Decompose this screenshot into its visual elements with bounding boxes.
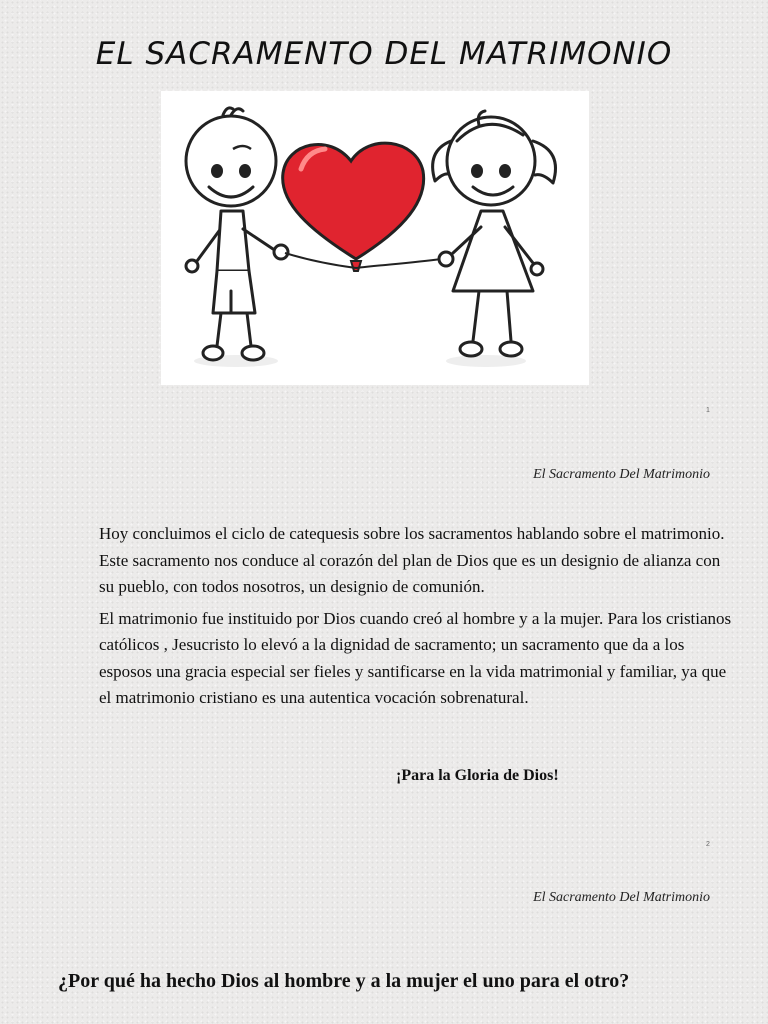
illustration-image [161,91,589,385]
closing-line: ¡Para la Gloria de Dios! [396,767,559,784]
paragraph: El matrimonio fue instituido por Dios cuando creó al hombre y a la mujer. Para los cristianos católicos , Jesucristo lo elevó a la dignidad de sacramento; un sacramento que da a los esposos una gracia especial ser fieles y santificarse en la vida matrimonial y familiar, ya que el matrimonio cristiano es una autentica vocación sobrenatural. [99,608,732,707]
running-header: El Sacramento Del Matrimonio [533,890,710,905]
running-header: El Sacramento Del Matrimonio [533,467,710,482]
boy-girl-heart-icon [161,91,589,385]
page-number: 1 [706,407,710,414]
paragraph: Hoy concluimos el ciclo de catequesis sobre los sacramentos hablando sobre el matrimonio. Este sacramento nos conduce al corazón del plan de Dios que es un designio de alianza con su pueblo, con todos nosotros, un designio de comunión. [99,524,725,596]
page-title: EL SACRAMENTO DEL MATRIMONIO [95,36,673,72]
section-question: ¿Por qué ha hecho Dios al hombre y a la mujer el uno para el otro? [58,970,630,992]
body-text [99,521,739,717]
page-number: 2 [706,841,710,848]
